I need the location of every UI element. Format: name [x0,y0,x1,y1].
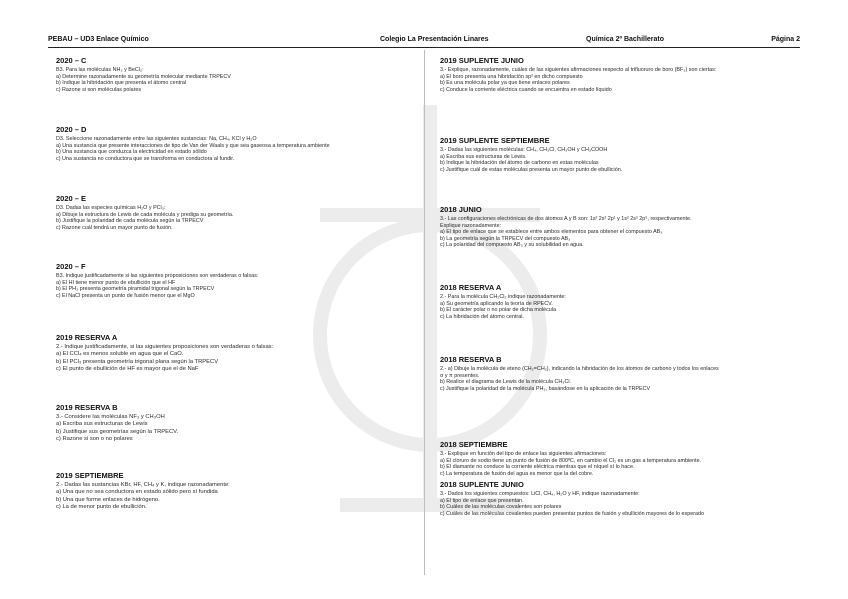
question-statement: 3.- Las configuraciones electrónicas de dos átomos A y B son: 1s² 2s² 2p¹ y 1s² 2s² 2p⁵, respectivamente. [440,216,692,222]
question-item: c) La de menor punto de ebullición. [56,504,147,511]
question-item: σ y π presentes. [440,372,480,379]
exam-question-block [440,355,802,392]
question-item: a) Escriba sus estructuras de Lewis [56,421,148,428]
question-statement: 2.- Para la molécula CH₂Cl₂ indique razonadamente: [440,294,566,300]
question-statement: 2.- a) Dibuje la molécula de eteno (CH₂=CH₂), indicando la hibridación de los átomos de carbono y todos los enlaces [440,366,719,372]
question-heading: 2019 RESERVA A [56,333,118,342]
exam-question-block [56,333,416,374]
exam-question-block [56,262,416,299]
question-item: c) Justifique cuál de estas moléculas presenta un mayor punto de ebullición. [440,166,623,173]
question-heading: 2020 – E [56,194,87,203]
question-item: a) El cloruro de sodio tiene un punto de fusión de 800ºC, en cambio el Cl₂ es un gas a temperatura ambiente. [440,457,702,464]
question-heading: 2019 SUPLENTE SEPTIEMBRE [440,136,550,145]
header-school-name: Colegio La Presentación Linares [380,36,489,43]
question-statement: B3. Indique justificadamente si las siguientes proposiciones son verdaderas o falsas: [56,273,259,279]
question-item: a) El boro presenta una hibridación sp² en dicho compuesto [440,73,583,80]
question-statement: D3. Dadas las especies químicas H₂O y PCl₃: [56,205,166,211]
question-heading: 2020 – F [56,262,86,271]
question-item: a) Una sustancia que presente interacciones de tipo de Van der Waals y que sea gaseosa a temperatura ambiente [56,142,330,149]
question-item: c) Razone si son moléculas polares [56,86,142,93]
question-item: b) Una que forme enlaces de hidrógeno. [56,496,160,503]
question-statement: B3. Para las moléculas NH₃ y BeCl₂: [56,67,144,73]
question-item: b) Indique la hibridación del átomo de carbono en estas moléculas [440,160,599,167]
question-statement: 3.- Dadas las siguientes moléculas: CH₄, CH₃Cl, CH₃OH y CH₃COOH [440,147,608,153]
question-statement: 3.- Explique en función del tipo de enlace las siguientes afirmaciones: [440,451,607,457]
question-item: b) El PH₃ presenta geometría piramidal trigonal según la TRPECV [56,286,215,293]
question-item: c) Conduce la corriente eléctrica cuando se encuentra en estado líquido [440,86,612,93]
question-heading: 2019 SUPLENTE JUNIO [440,56,524,65]
question-statement: 3.- Considere las moléculas NF₃ y CH₃OH [56,414,165,420]
question-heading: 2020 – D [56,125,87,134]
exam-question-block [440,56,802,93]
exam-question-block [56,194,416,231]
question-item: a) Su geometría aplicando la teoría de RPECV. [440,300,553,307]
exam-question-block [440,205,802,249]
question-item: Explique razonadamente: [440,222,502,229]
question-statement: 2.- Dadas las sustancias KBr, HF, CH₄ y K, indique razonadamente: [56,482,230,488]
question-item: b) El PCl₃ presenta geometría trigonal plana según la TRPECV [56,358,219,365]
question-item: c) Justifique la polaridad de la molécula PH₃, basándose en la aplicación de la TRPECV [440,385,651,392]
exam-question-block [56,471,416,512]
question-item: b) El carácter polar o no polar de dicha molécula [440,307,556,314]
exam-question-block [440,136,802,173]
question-item: b) Justifique la polaridad de cada molécula según la TRPECV [56,218,204,225]
question-heading: 2018 SUPLENTE JUNIO [440,480,524,489]
question-statement: D3. Seleccione razonadamente entre las siguientes sustancias: Na, CH₄, KCl y H₂O [56,136,257,142]
question-item: a) El tipo de enlace que presentan. [440,497,524,504]
question-item: c) La hibridación del átomo central. [440,313,524,320]
question-heading: 2020 – C [56,56,87,65]
page-header [48,35,800,48]
question-heading: 2018 RESERVA A [440,283,502,292]
header-page-number: Página 2 [771,36,800,43]
column-divider [424,50,425,575]
header-course: Química 2º Bachillerato [586,36,665,43]
question-item: a) Una que no sea conductora en estado sólido pero sí fundida [56,489,218,496]
question-item: b) El diamante no conduce la corriente eléctrica mientras que el níquel sí lo hace. [440,464,635,471]
question-item: b) Justifique sus geometrías según la TRPECV. [56,428,179,435]
question-heading: 2019 RESERVA B [56,403,118,412]
exam-question-block [56,56,416,93]
question-item: c) El NaCl presenta un punto de fusión menor que el MgO [56,292,195,299]
question-heading: 2019 SEPTIEMBRE [56,471,124,480]
question-item: c) La temperatura de fusión del agua es menor que la del cobre. [440,470,594,477]
question-item: b) Cuáles de las moléculas covalentes son polares [440,504,562,511]
question-heading: 2018 SEPTIEMBRE [440,440,508,449]
exam-question-block [440,440,802,477]
question-item: b) Es una molécula polar ya que tiene enlaces polares [440,80,570,87]
question-item: a) El tipo de enlace que se establece entre ambos elementos para obtener el compuesto AB₃ [440,229,663,236]
question-item: b) La geometría según la TRPECV del compuesto AB₃ [440,235,571,242]
question-item: a) Dibuje la estructura de Lewis de cada molécula y prediga su geometría. [56,211,234,218]
question-item: c) Razone cuál tendrá un mayor punto de fusión. [56,224,173,231]
question-item: b) Realice el diagrama de Lewis de la molécula CH₃Cl. [440,379,572,386]
question-item: b) Indique la hibridación que presenta el átomo central [56,80,187,87]
question-heading: 2018 JUNIO [440,205,482,214]
question-item: a) El CCl₄ es menos soluble en agua que el CaO. [56,351,184,358]
question-item: c) Una sustancia no conductora que se transforma en conductora al fundir. [56,155,235,162]
exam-question-block [440,283,802,320]
question-item: a) El HI tiene menor punto de ebullición que el HF [56,279,176,286]
question-item: c) Razone si son o no polares [56,436,133,443]
question-statement: 3.- Explique, razonadamente, cuáles de las siguientes afirmaciones respecto al trifluoruro de boro (BF₃) son ciertas: [440,67,717,73]
question-statement: 2.- Indique justificadamente, si las siguientes proposiciones son verdaderas o falsas: [56,344,274,350]
exam-question-block [56,125,416,162]
question-item: b) Una sustancia que conduzca la electricidad en estado sólido [56,149,207,156]
question-statement: 3.- Dados los siguientes compuestos: LiCl, CH₄, H₂O y HF, indique razonadamente: [440,491,640,497]
question-item: c) Cuáles de las moléculas covalentes pueden presentar puntos de fusión y ebullición mayores de lo esperado [440,510,704,517]
question-item: c) El punto de ebullición de HF es mayor que el de NaF [56,366,199,373]
left-column [56,56,416,576]
right-column [440,56,802,576]
header-unit-title: PEBAU – UD3 Enlace Químico [48,36,149,43]
question-heading: 2018 RESERVA B [440,355,502,364]
question-item: a) Escriba sus estructuras de Lewis. [440,153,527,160]
exam-question-block [440,480,802,517]
question-item: a) Determine razonadamente su geometría molecular mediante TRPECV [56,73,231,80]
question-item: c) La polaridad del compuesto AB₃ y su solubilidad en agua. [440,242,584,249]
exam-question-block [56,403,416,444]
